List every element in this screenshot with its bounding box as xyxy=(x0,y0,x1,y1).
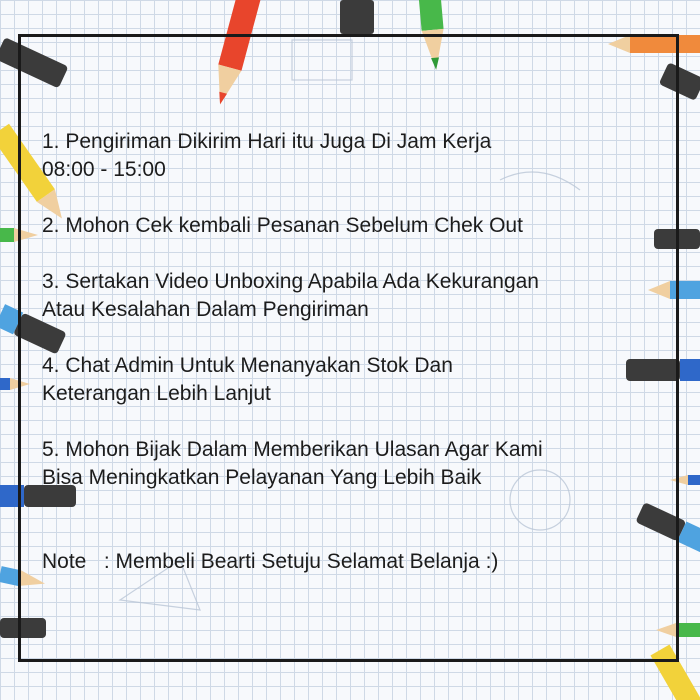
rule-item xyxy=(42,268,632,324)
pencil-black-icon xyxy=(340,0,374,34)
rule-text: Keterangan Lebih Lanjut xyxy=(42,382,271,405)
store-rules xyxy=(42,128,632,576)
rule-text: 3. Sertakan Video Unboxing Apabila Ada Kekurangan xyxy=(42,270,539,293)
note-separator: : xyxy=(86,550,116,573)
rule-item xyxy=(42,212,632,240)
rule-text: Bisa Meningkatkan Pelayanan Yang Lebih Baik xyxy=(42,466,482,489)
note-label: Note xyxy=(42,550,87,573)
rule-text: 5. Mohon Bijak Dalam Memberikan Ulasan Agar Kami xyxy=(42,438,543,461)
rule-text: 4. Chat Admin Untuk Menanyakan Stok Dan xyxy=(42,354,453,377)
rule-text: 08:00 - 15:00 xyxy=(42,158,166,181)
rule-text: 1. Pengiriman Dikirim Hari itu Juga Di Jam Kerja xyxy=(42,130,492,153)
rule-text: Atau Kesalahan Dalam Pengiriman xyxy=(42,298,369,321)
rule-text: 2. Mohon Cek kembali Pesanan Sebelum Chek Out xyxy=(42,214,523,237)
rule-item xyxy=(42,352,632,408)
note-text: Membeli Bearti Setuju Selamat Belanja :) xyxy=(115,550,499,573)
rule-item xyxy=(42,128,632,184)
rule-item xyxy=(42,436,632,492)
note-line xyxy=(42,548,632,576)
